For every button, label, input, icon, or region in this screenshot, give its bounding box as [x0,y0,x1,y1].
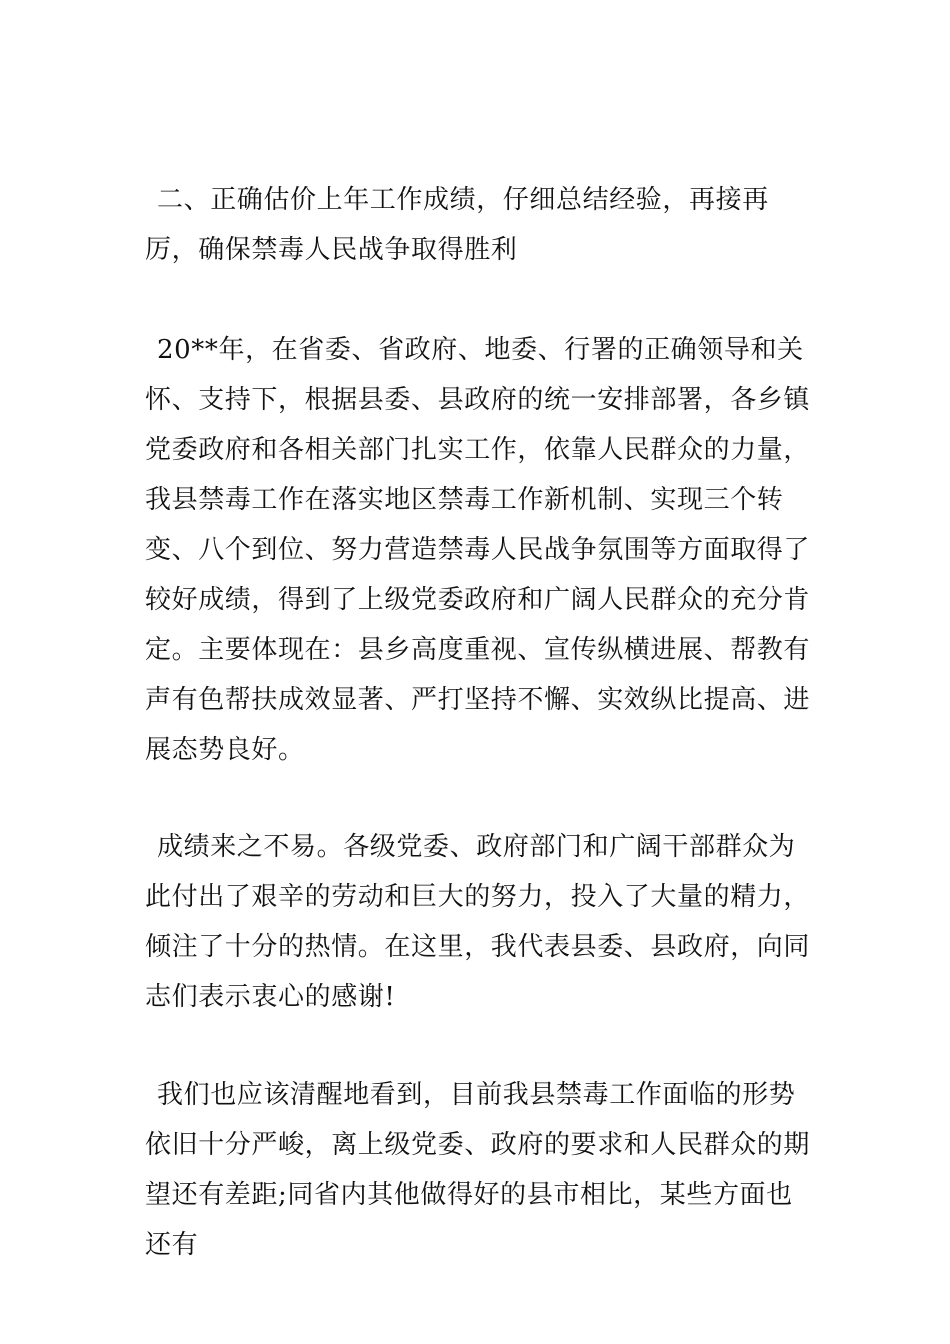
body-paragraph-gratitude: 成绩来之不易。各级党委、政府部门和广阔干部群众为此付出了艰辛的劳动和巨大的努力，投入了大量的精力，倾注了十分的热情。在这里，我代表县委、县政府，向同志们表示衷心的感谢! [145,832,811,1012]
body-paragraph-achievements: 20**年，在省委、省政府、地委、行署的正确领导和关怀、支持下，根据县委、县政府的统一安排部署，各乡镇党委政府和各相关部门扎实工作，依靠人民群众的力量，我县禁毒工作在落实地区禁毒工作新机制、实现三个转变、八个到位、努力营造禁毒人民战争氛围等方面取得了较好成绩，得到了上级党委政府和广阔人民群众的充分肯定。主要体现在：县乡高度重视、宣传纵横进展、帮教有声有色帮扶成效显著、严打坚持不懈、实效纵比提高、进展态势良好。 [145,335,811,765]
section-heading: 二、正确估价上年工作成绩，仔细总结经验，再接再厉，确保禁毒人民战争取得胜利 [145,185,769,265]
body-paragraph-challenges: 我们也应该清醒地看到，目前我县禁毒工作面临的形势依旧十分严峻，离上级党委、政府的要求和人民群众的期望还有差距;同省内其他做得好的县市相比，某些方面也还有 [145,1080,811,1260]
